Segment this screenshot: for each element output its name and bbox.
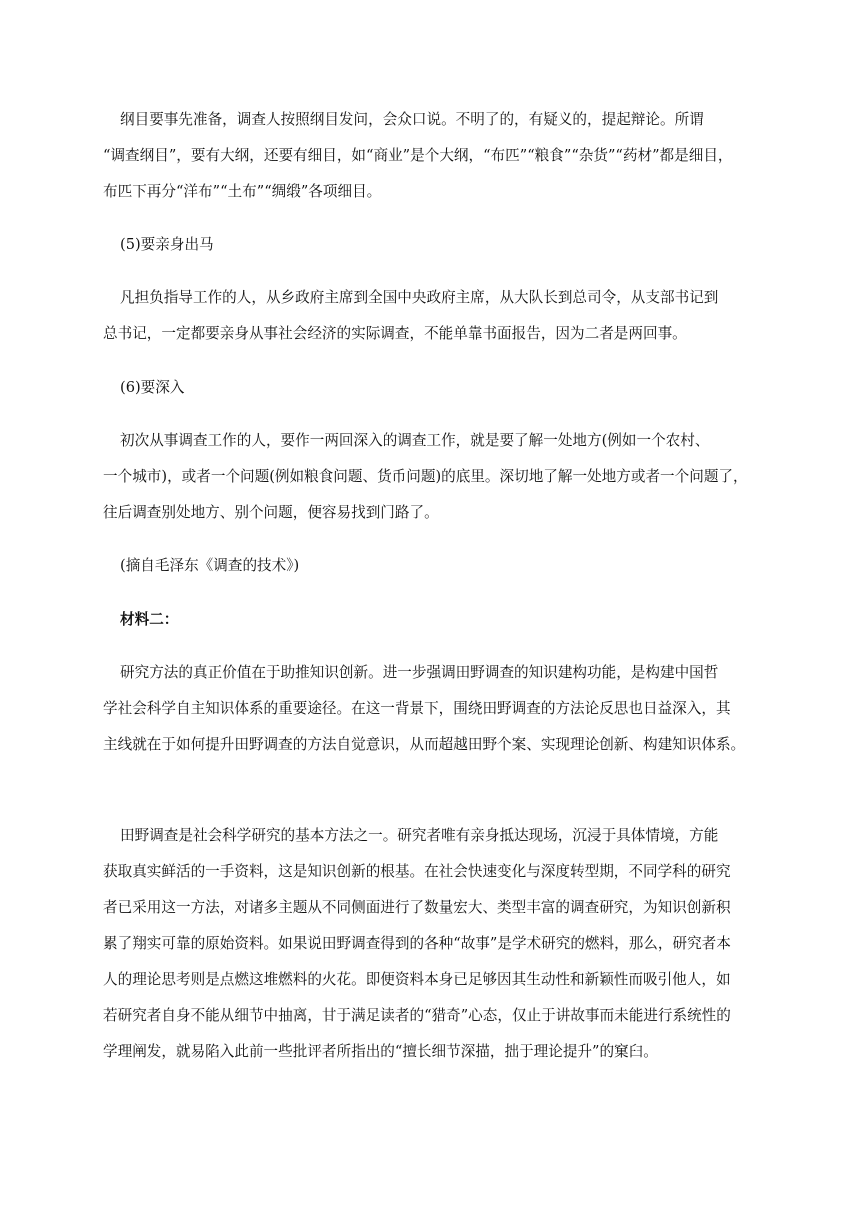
text-line-19: 累了翔实可靠的原始资料。如果说田野调查得到的各种“故事”是学术研究的燃料，那么，研究者本 xyxy=(103,935,731,952)
text-line-14: 学社会科学自主知识体系的重要途径。在这一背景下，围绕田野调查的方法论反思也日益深入，其 xyxy=(103,700,731,717)
text-line-13: 研究方法的真正价值在于助推知识创新。进一步强调田野调查的知识建构功能，是构建中国哲 xyxy=(120,664,719,681)
material-two-heading: 材料二： xyxy=(120,611,179,628)
section-heading-6: (6)要深入 xyxy=(120,379,185,396)
text-line-15: 主线就在于如何提升田野调查的方法自觉意识，从而超越田野个案、实现理论创新、构建知识体系。 xyxy=(103,736,746,753)
text-line-21: 若研究者自身不能从细节中抽离，甘于满足读者的“猎奇”心态，仅止于讲故事而未能进行系统性的 xyxy=(103,1007,731,1024)
source-citation: (摘自毛泽东《调查的技术》) xyxy=(120,557,300,574)
text-line-3: 布匹下再分“洋布”“土布”“绸缎”各项细目。 xyxy=(103,183,382,200)
text-line-20: 人的理论思考则是点燃这堆燃料的火花。即便资料本身已足够因其生动性和新颖性而吸引他人，如 xyxy=(103,971,731,988)
text-line-16: 田野调查是社会科学研究的基本方法之一。研究者唯有亲身抵达现场，沉浸于具体情境，方能 xyxy=(120,827,719,844)
text-line-10: 往后调查别处地方、别个问题，便容易找到门路了。 xyxy=(103,504,439,521)
section-heading-5: (5)要亲身出马 xyxy=(120,236,214,253)
text-line-9: 一个城市)，或者一个问题(例如粮食问题、货币问题)的底里。深切地了解一处地方或者一个问题了， xyxy=(103,468,748,485)
text-line-18: 者已采用这一方法，对诸多主题从不同侧面进行了数量宏大、类型丰富的调查研究，为知识创新积 xyxy=(103,899,731,916)
text-line-6: 总书记，一定都要亲身从事社会经济的实际调查，不能单靠书面报告，因为二者是两回事。 xyxy=(103,325,687,342)
text-line-22: 学理阐发，就易陷入此前一些批评者所指出的“擅长细节深描，拙于理论提升”的窠臼。 xyxy=(103,1043,658,1060)
text-line-1: 纲目要事先准备，调查人按照纲目发问，会众口说。不明了的，有疑义的，提起辩论。所谓 xyxy=(120,111,704,128)
text-line-5: 凡担负指导工作的人，从乡政府主席到全国中央政府主席，从大队长到总司令，从支部书记到 xyxy=(120,289,719,306)
text-line-2: “调查纲目”，要有大纲，还要有细目，如“商业”是个大纲，“布匹”“粮食”“杂货”“药材”都是细目， xyxy=(103,147,733,164)
text-line-8: 初次从事调查工作的人，要作一两回深入的调查工作，就是要了解一处地方(例如一个农村、 xyxy=(120,432,710,449)
text-line-17: 获取真实鲜活的一手资料，这是知识创新的根基。在社会快速变化与深度转型期，不同学科的研究 xyxy=(103,863,731,880)
